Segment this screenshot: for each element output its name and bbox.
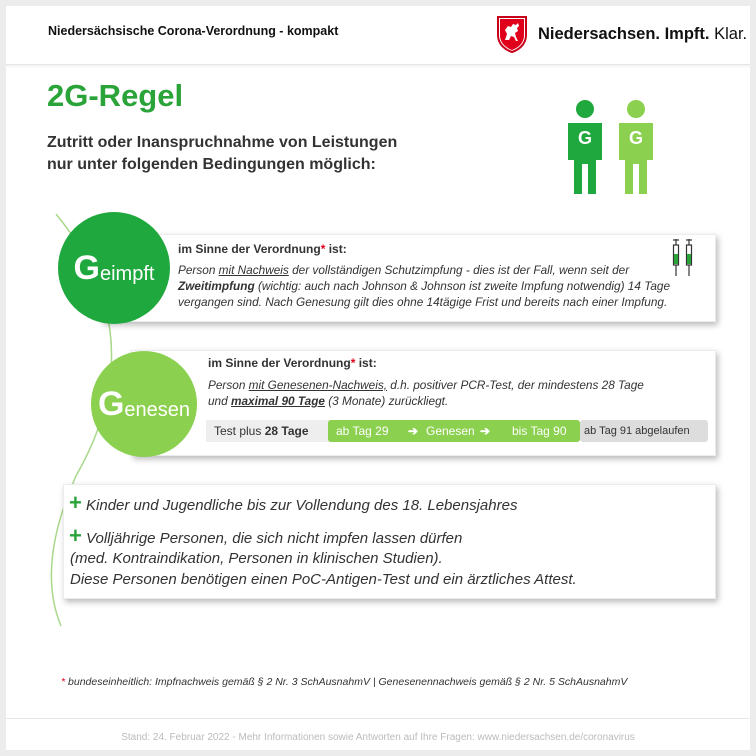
arrow-right-icon: ➔	[408, 424, 419, 438]
logo-impft: Impft.	[664, 24, 710, 43]
footer-divider	[6, 718, 750, 719]
genesen-text	[208, 377, 644, 409]
syringe-icon	[668, 238, 698, 278]
geimpft-line-1: Person mit Nachweis der vollständigen Schutzimpfung - dies ist der Fall, wenn seit der	[178, 263, 630, 277]
subtitle-line-2: nur unter folgenden Bedingungen möglich:	[47, 156, 376, 173]
timeline-genesen: Genesen	[426, 424, 475, 438]
geimpft-heading: im Sinne der Verordnung* ist:	[178, 242, 347, 256]
geimpft-circle: G eimpft	[58, 212, 170, 324]
footer-stand: Stand: 24. Februar 2022 - Mehr Informationen sowie Antworten auf Ihre Fragen: www.niedersachsen.de/coronavirus	[121, 732, 635, 743]
logo-klar: Klar.	[714, 24, 748, 43]
timeline-expired-segment: ab Tag 91 abgelaufen	[580, 420, 708, 442]
subtitle-line-1: Zutritt oder Inanspruchnahme von Leistungen	[47, 134, 398, 151]
header-title: Niedersächsische Corona-Verordnung - kompakt	[48, 24, 339, 38]
exception-item-2: + Volljährige Personen, die sich nicht impfen lassen dürfen	[69, 523, 463, 548]
timeline-test-segment: Test plus 28 Tage	[206, 420, 336, 442]
figure-letter-1: G	[577, 128, 592, 148]
plus-icon: +	[69, 490, 82, 515]
timeline-bis-tag-90: bis Tag 90	[512, 424, 567, 438]
arrow-right-icon: ➔	[480, 424, 491, 438]
logo-name: Niedersachsen.	[538, 24, 660, 43]
figure-letter-2: G	[628, 128, 643, 148]
infographic-page	[6, 6, 750, 750]
exception-item-1: + Kinder und Jugendliche bis zur Vollendung des 18. Lebensjahres	[69, 490, 518, 515]
footnote: * bundeseinheitlich: Impfnachweis gemäß § 2 Nr. 3 SchAusnahmV | Genesenennachweis gemäß § 2 Nr. 5 SchAusnahmV	[61, 676, 628, 688]
timeline-genesen-segment	[328, 420, 580, 442]
geimpft-text	[178, 262, 670, 310]
exception-item-2-line-3: Diese Personen benötigen einen PoC-Antigen-Test und ein ärztliches Attest.	[70, 571, 577, 588]
timeline-ab-tag-29: ab Tag 29	[336, 424, 389, 438]
exception-item-2-line-2: (med. Kontraindikation, Personen in klinischen Studien).	[70, 550, 443, 567]
genesen-heading: im Sinne der Verordnung* ist:	[208, 356, 377, 370]
geimpft-line-3: vergangen sind. Nach Genesung gilt dies ohne 14tägige Frist und bereits nach einer Impfung.	[178, 295, 668, 309]
page-title: 2G-Regel	[47, 78, 184, 113]
geimpft-line-2: Zweitimpfung (wichtig: auch nach Johnson & Johnson ist zweite Impfung notwendig) 14 Tage	[178, 279, 670, 293]
plus-icon: +	[69, 523, 82, 548]
genesen-circle: G enesen	[91, 351, 197, 457]
genesen-line-2: und maximal 90 Tage (3 Monate) zurückliegt.	[208, 394, 449, 408]
genesen-line-1: Person mit Genesenen-Nachweis, d.h. positiver PCR-Test, der mindestens 28 Tage	[208, 378, 644, 392]
